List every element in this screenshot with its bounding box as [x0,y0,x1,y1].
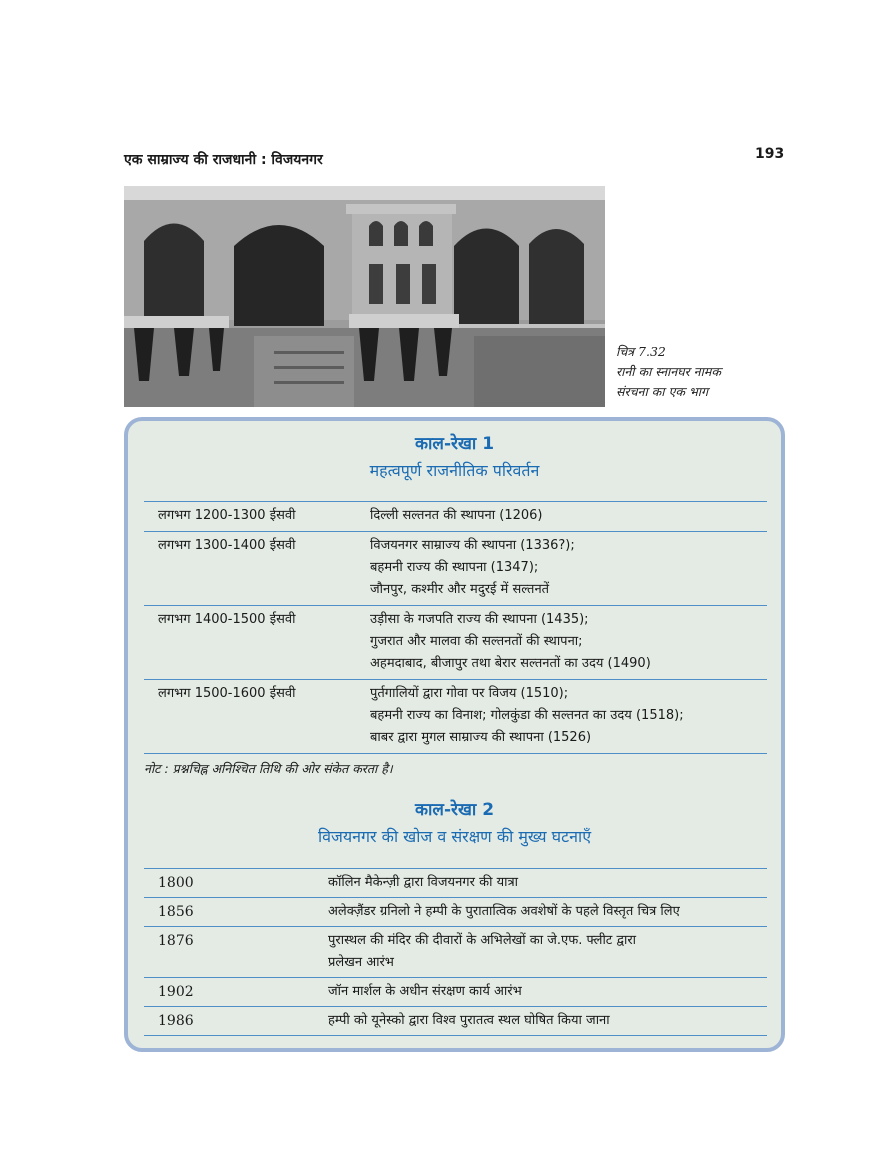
year-cell: 1902 [158,984,194,1000]
event-line: गुजरात और मालवा की सल्तनतों की स्थापना; [370,634,583,649]
events-cell [370,535,767,601]
events-cell [370,609,767,675]
event-cell [328,1010,767,1032]
table-row [144,869,767,898]
event-line: विजयनगर साम्राज्य की स्थापना (1336?); [370,538,575,553]
event-line: अलेक्ज़ैंडर ग्रनिलो ने हम्पी के पुरातात्विक अवशेषों के पहले विस्तृत चित्र लिए [328,904,680,919]
timeline2-heading: काल-रेखा 2 [414,800,495,820]
event-cell [328,872,767,894]
year-cell: 1856 [158,904,194,920]
timeline2-subtitle: विजयनगर की खोज व संरक्षण की मुख्य घटनाएँ [317,827,592,846]
event-line: बाबर द्वारा मुगल साम्राज्य की स्थापना (1526) [370,730,592,745]
event-line: कॉलिन मैकेन्ज़ी द्वारा विजयनगर की यात्रा [328,875,519,890]
table-row [144,898,767,927]
queens-bath-photo [124,186,605,407]
table-row [144,927,767,978]
period-cell: लगभग 1400-1500 ईसवी [158,612,296,627]
event-line: प्रलेखन आरंभ [328,955,394,970]
caption-line: चित्र 7.32 [616,344,666,359]
year-cell: 1986 [158,1013,194,1029]
event-line: अहमदाबाद, बीजापुर तथा बेरार सल्तनतों का उदय (1490) [370,656,651,671]
event-line: दिल्ली सल्तनत की स्थापना (1206) [370,508,543,523]
year-cell: 1800 [158,875,194,891]
timeline1-heading: काल-रेखा 1 [414,434,495,454]
event-line: उड़ीसा के गजपति राज्य की स्थापना (1435); [370,612,589,627]
period-cell: लगभग 1200-1300 ईसवी [158,508,296,523]
event-cell [328,930,767,974]
event-cell [328,901,767,923]
events-cell [370,683,767,749]
table-row [144,606,767,680]
event-line: हम्पी को यूनेस्को द्वारा विश्व पुरातत्व स्थल घोषित किया जाना [328,1013,610,1028]
event-cell [328,981,767,1003]
year-cell: 1876 [158,933,194,949]
event-line: जॉन मार्शल के अधीन संरक्षण कार्य आरंभ [328,984,522,999]
timeline-panel [124,417,785,1052]
event-line: बहमनी राज्य का विनाश; गोलकुंडा की सल्तनत का उदय (1518); [370,708,684,723]
timeline1-note: नोट : प्रश्नचिह्न अनिश्चित तिथि की ओर संकेत करता है। [144,761,393,776]
caption-line: रानी का स्नानघर नामक [616,364,721,379]
event-line: बहमनी राज्य की स्थापना (1347); [370,560,539,575]
caption-line: संरचना का एक भाग [616,384,709,399]
timeline2-table [144,868,767,1036]
figure-caption [616,342,786,402]
timeline1-table [144,501,767,754]
table-row [144,502,767,532]
table-row [144,680,767,754]
table-row [144,1007,767,1036]
period-cell: लगभग 1300-1400 ईसवी [158,538,296,553]
event-line: पुरास्थल की मंदिर की दीवारों के अभिलेखों का जे.एफ. फ्लीट द्वारा [328,933,637,948]
event-line: पुर्तगालियों द्वारा गोवा पर विजय (1510); [370,686,569,701]
period-cell: लगभग 1500-1600 ईसवी [158,686,296,701]
page-number: 193 [755,146,785,162]
events-cell [370,505,767,527]
timeline1-subtitle: महत्वपूर्ण राजनीतिक परिवर्तन [369,461,540,480]
table-row [144,532,767,606]
table-row [144,978,767,1007]
chapter-title: एक साम्राज्य की राजधानी : विजयनगर [124,152,323,168]
event-line: जौनपुर, कश्मीर और मदुरई में सल्तनतें [370,582,550,597]
